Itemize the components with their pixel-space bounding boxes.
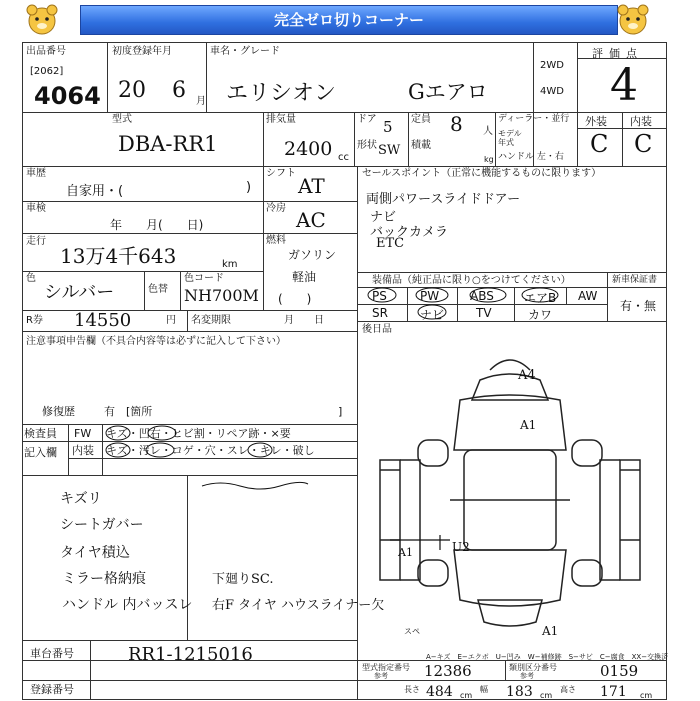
length: 484: [426, 684, 453, 700]
first-reg-month: 6: [172, 78, 186, 103]
shift: AT: [298, 174, 325, 198]
diagram-mark-spare: スペ: [404, 627, 420, 636]
sales-point-2: ナビ: [370, 210, 397, 225]
diagram-mark-a1-left: A1: [398, 546, 413, 559]
equipment-item-aw: AW: [578, 289, 598, 303]
diagram-mark-a1-top: A1: [520, 418, 537, 432]
equipment-item-abs: ABS: [470, 289, 494, 303]
car-damage-diagram: [360, 340, 660, 650]
interior-label: 内装: [630, 115, 652, 128]
width: 183: [506, 684, 533, 700]
equipment-item-ps: PS: [372, 289, 387, 303]
month-unit: 月: [196, 96, 206, 107]
fuel-paren: ( ): [278, 292, 312, 306]
diagram-mark-a1-bottom: A1: [542, 624, 559, 638]
type-cert: 12386: [424, 662, 472, 680]
equipment-circles: [360, 286, 610, 322]
exterior-grade: C: [590, 130, 609, 158]
name-label: 車名・グレード: [210, 46, 280, 57]
equipment-item-airbag: エアB: [524, 291, 557, 305]
recycle: 14550: [74, 310, 132, 331]
history-value: 自家用・(: [66, 184, 124, 199]
diagram-mark-a4: A4: [518, 368, 536, 383]
mileage: 13万4千643: [60, 244, 177, 268]
width-label: 幅: [480, 685, 488, 694]
displacement: 2400: [284, 138, 333, 160]
bear-mascot-left-icon: [24, 2, 60, 38]
sales-point-3: バックカメラ: [370, 225, 449, 240]
bear-mascot-right-icon: [615, 2, 651, 38]
sales-point-1: 両側パワースライドドアー: [366, 192, 521, 207]
height: 171: [600, 684, 627, 700]
interior-grade: C: [634, 130, 653, 158]
reg-label: 登録番号: [30, 683, 74, 696]
yen-unit: 円: [166, 315, 176, 326]
handle-label: ハンドル 左・右: [498, 152, 564, 162]
rating: 4: [610, 60, 638, 111]
displacement-label: 排気量: [266, 114, 296, 125]
ac-label: 冷房: [266, 203, 286, 214]
drive-4wd: 4WD: [540, 86, 564, 97]
equipment-item-leather: カワ: [528, 308, 553, 322]
ref-label-1: 参考: [374, 672, 388, 680]
capacity: 8: [450, 112, 463, 136]
fuel-gasoline: ガソリン: [288, 248, 337, 262]
height-unit: cm: [640, 691, 653, 700]
color-code-label: 色コード: [184, 273, 224, 284]
grade: Gエアロ: [408, 80, 488, 104]
load-label: 積載: [411, 140, 431, 151]
warranty-value: 有・無: [620, 299, 657, 313]
remark-3: タイヤ積込: [60, 545, 130, 561]
body: SW: [378, 143, 401, 158]
color-code: NH700M: [184, 286, 259, 305]
door-label: ドア: [357, 114, 377, 125]
interior-items: キズ・汚レ・コゲ・穴・スレ・キレ・破し: [106, 444, 315, 457]
height-label: 高さ: [560, 685, 576, 694]
banner-title: 完全ゼロ切りコーナー: [80, 5, 618, 35]
rating-label: 評価点: [592, 47, 643, 60]
kg-unit: kg: [484, 155, 494, 164]
class-label: 類別区分番号: [509, 663, 557, 672]
km-unit: km: [222, 259, 238, 270]
fw-items: キズ・凹右・ヒビ割・リペア跡・×要: [106, 427, 291, 440]
remark-6: 下廻りSC.: [212, 572, 274, 587]
fuel-label: 燃料: [266, 235, 286, 246]
interior-row-label: 内装: [72, 444, 94, 457]
color-label: 色: [26, 273, 36, 284]
model: DBA-RR1: [118, 132, 218, 156]
remark-1: キズリ: [60, 491, 102, 507]
mileage-label: 走行: [26, 236, 46, 247]
capacity-label: 定員: [411, 114, 431, 125]
sales-title: セールスポイント（正常に機能するものに限ります）: [362, 168, 602, 179]
remark-7: 右F タイヤ ハウスライナー欠: [212, 598, 385, 613]
shift-label: シフト: [266, 168, 296, 179]
repair-value: 有 [箇所: [104, 405, 153, 418]
body-label: 形状: [357, 140, 377, 151]
length-unit: cm: [460, 691, 473, 700]
remark-5: ハンドル 内バッスレ: [62, 597, 193, 613]
first-reg-year: 20: [118, 78, 146, 103]
color-change-label: 色替: [148, 284, 168, 295]
repair-label: 修復歴: [42, 405, 75, 418]
length-label: 長さ: [404, 685, 420, 694]
rear-seat-label: 後日品: [362, 324, 392, 335]
fuel-diesel: 軽油: [292, 270, 317, 284]
diagram-legend: A−キズ E−エクボ U−凹み W−補修跡 S−サビ C−腐食 XX−交換済: [426, 653, 669, 661]
recycle-label: R券: [26, 315, 43, 326]
model-label: 型式: [112, 114, 132, 125]
lot-number: 4064: [34, 82, 101, 110]
doors: 5: [383, 118, 393, 136]
width-unit: cm: [540, 691, 553, 700]
dealer-label: ディーラー・並行: [498, 114, 570, 124]
car-name: エリシオン: [226, 81, 337, 106]
ref-label-2: 参考: [520, 672, 534, 680]
inspection-value: 年 月( 日): [110, 218, 204, 232]
type-cert-label: 型式指定番号: [362, 663, 410, 672]
chassis: RR1-1215016: [128, 644, 253, 665]
model-year-label: モデル年式: [498, 129, 522, 147]
entry-label: 記入欄: [24, 446, 57, 459]
damage-circles: [100, 424, 360, 460]
equipment-item-pw: PW: [420, 289, 440, 303]
person-unit: 人: [483, 126, 493, 137]
inspector-label: 検査員: [24, 427, 57, 440]
history-label: 車歴: [26, 168, 46, 179]
equipment-item-sr: SR: [372, 306, 388, 320]
fw-label: FW: [74, 427, 92, 440]
remark-4: ミラー格納痕: [62, 571, 146, 587]
warranty-label: 新車保証書: [612, 275, 658, 285]
history-close: ): [246, 180, 252, 195]
class-num: 0159: [600, 662, 639, 680]
repair-close: ]: [338, 405, 343, 418]
name-change-value: 月 日: [284, 315, 324, 326]
color: シルバー: [44, 282, 115, 303]
first-reg-label: 初度登録年月: [112, 46, 172, 57]
name-change-label: 名変期限: [191, 315, 231, 326]
diagram-mark-u2: U2: [452, 540, 470, 554]
equipment-title: 装備品（純正品に限り○をつけてください）: [372, 275, 571, 286]
equipment-item-navi: ナビ: [420, 308, 445, 322]
scribble-line: [200, 478, 310, 492]
remark-2: シートガバー: [60, 517, 144, 533]
cc-unit: cc: [338, 152, 349, 163]
chassis-label: 車台番号: [30, 647, 74, 660]
exterior-label: 外装: [585, 115, 607, 128]
sales-point-4: ETC: [376, 236, 405, 251]
inspection-label: 車検: [26, 203, 46, 214]
equipment-item-tv: TV: [476, 306, 492, 320]
notes-title: 注意事項申告欄（不具合内容等は必ずに記入して下さい）: [26, 336, 286, 347]
lot-label: 出品番号: [26, 46, 66, 57]
ac: AC: [296, 208, 326, 232]
lot-sub: [2062]: [30, 66, 64, 77]
drive-2wd: 2WD: [540, 60, 564, 71]
